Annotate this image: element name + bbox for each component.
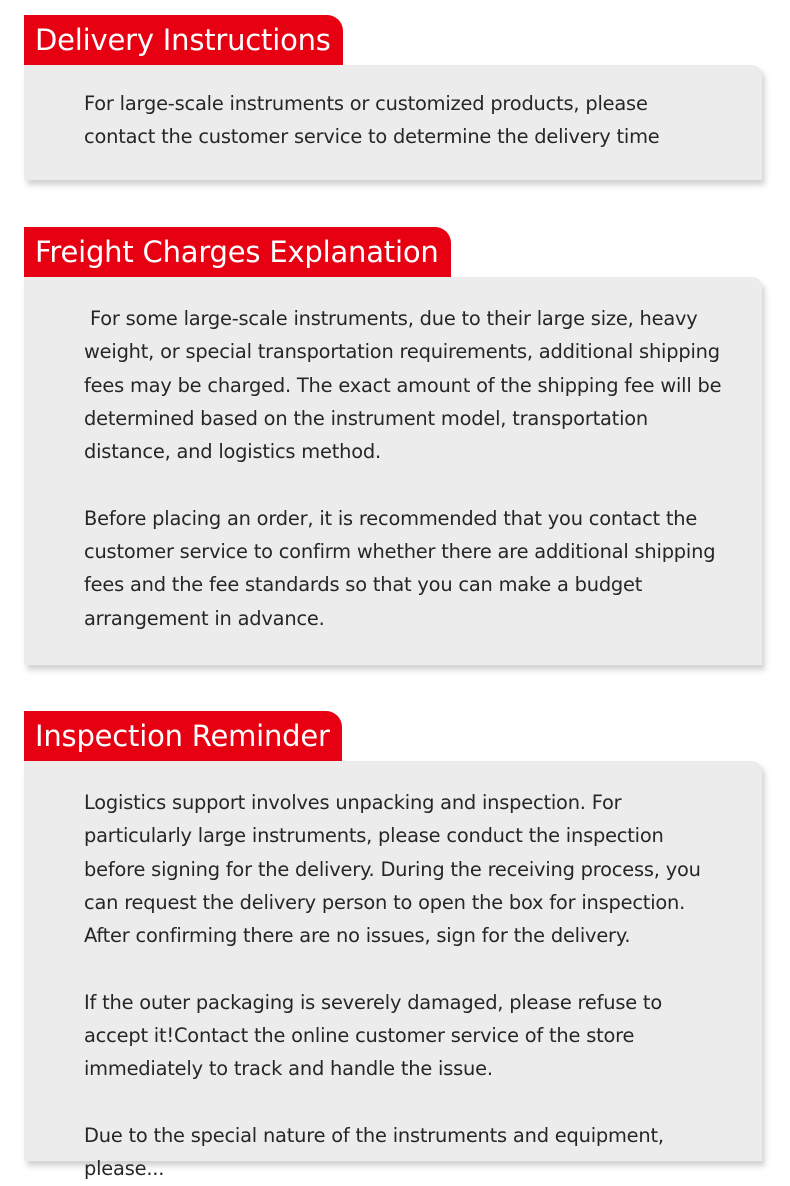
- section-inspection-reminder: [24, 711, 762, 1181]
- section-delivery-instructions: [24, 15, 762, 180]
- body-paragraph: Logistics support involves unpacking and inspection. For particularly large instruments, please conduct the inspection before signing for the delivery. During the receiving process, you can request the delivery person to open the box for inspection. After confirming there are no issues, sign for the delivery.: [84, 791, 701, 948]
- section-body: [24, 277, 762, 665]
- body-paragraph: Due to the special nature of the instruments and equipment, please...: [84, 1123, 664, 1181]
- section-title: Freight Charges Explanation: [24, 227, 451, 277]
- body-paragraph: Before placing an order, it is recommended that you contact the customer service to confirm whether there are additional shipping fees and the fee standards so that you can make a budget arrangement in advance.: [84, 506, 716, 630]
- body-paragraph: For large-scale instruments or customized products, please contact the customer service to determine the delivery time: [84, 92, 660, 149]
- section-body: [24, 761, 762, 1181]
- section-freight-charges: [24, 227, 762, 665]
- section-title: Inspection Reminder: [24, 711, 342, 761]
- section-title: Delivery Instructions: [24, 15, 343, 65]
- body-paragraph: If the outer packaging is severely damaged, please refuse to accept it!Contact the online customer service of the store immediately to track and handle the issue.: [84, 990, 662, 1081]
- section-body: [24, 65, 762, 180]
- body-paragraph: For some large-scale instruments, due to their large size, heavy weight, or special transportation requirements, additional shipping fees may be charged. The exact amount of the shipping fee will be determined based on the instrument model, transportation distance, and logistics method.: [84, 307, 728, 464]
